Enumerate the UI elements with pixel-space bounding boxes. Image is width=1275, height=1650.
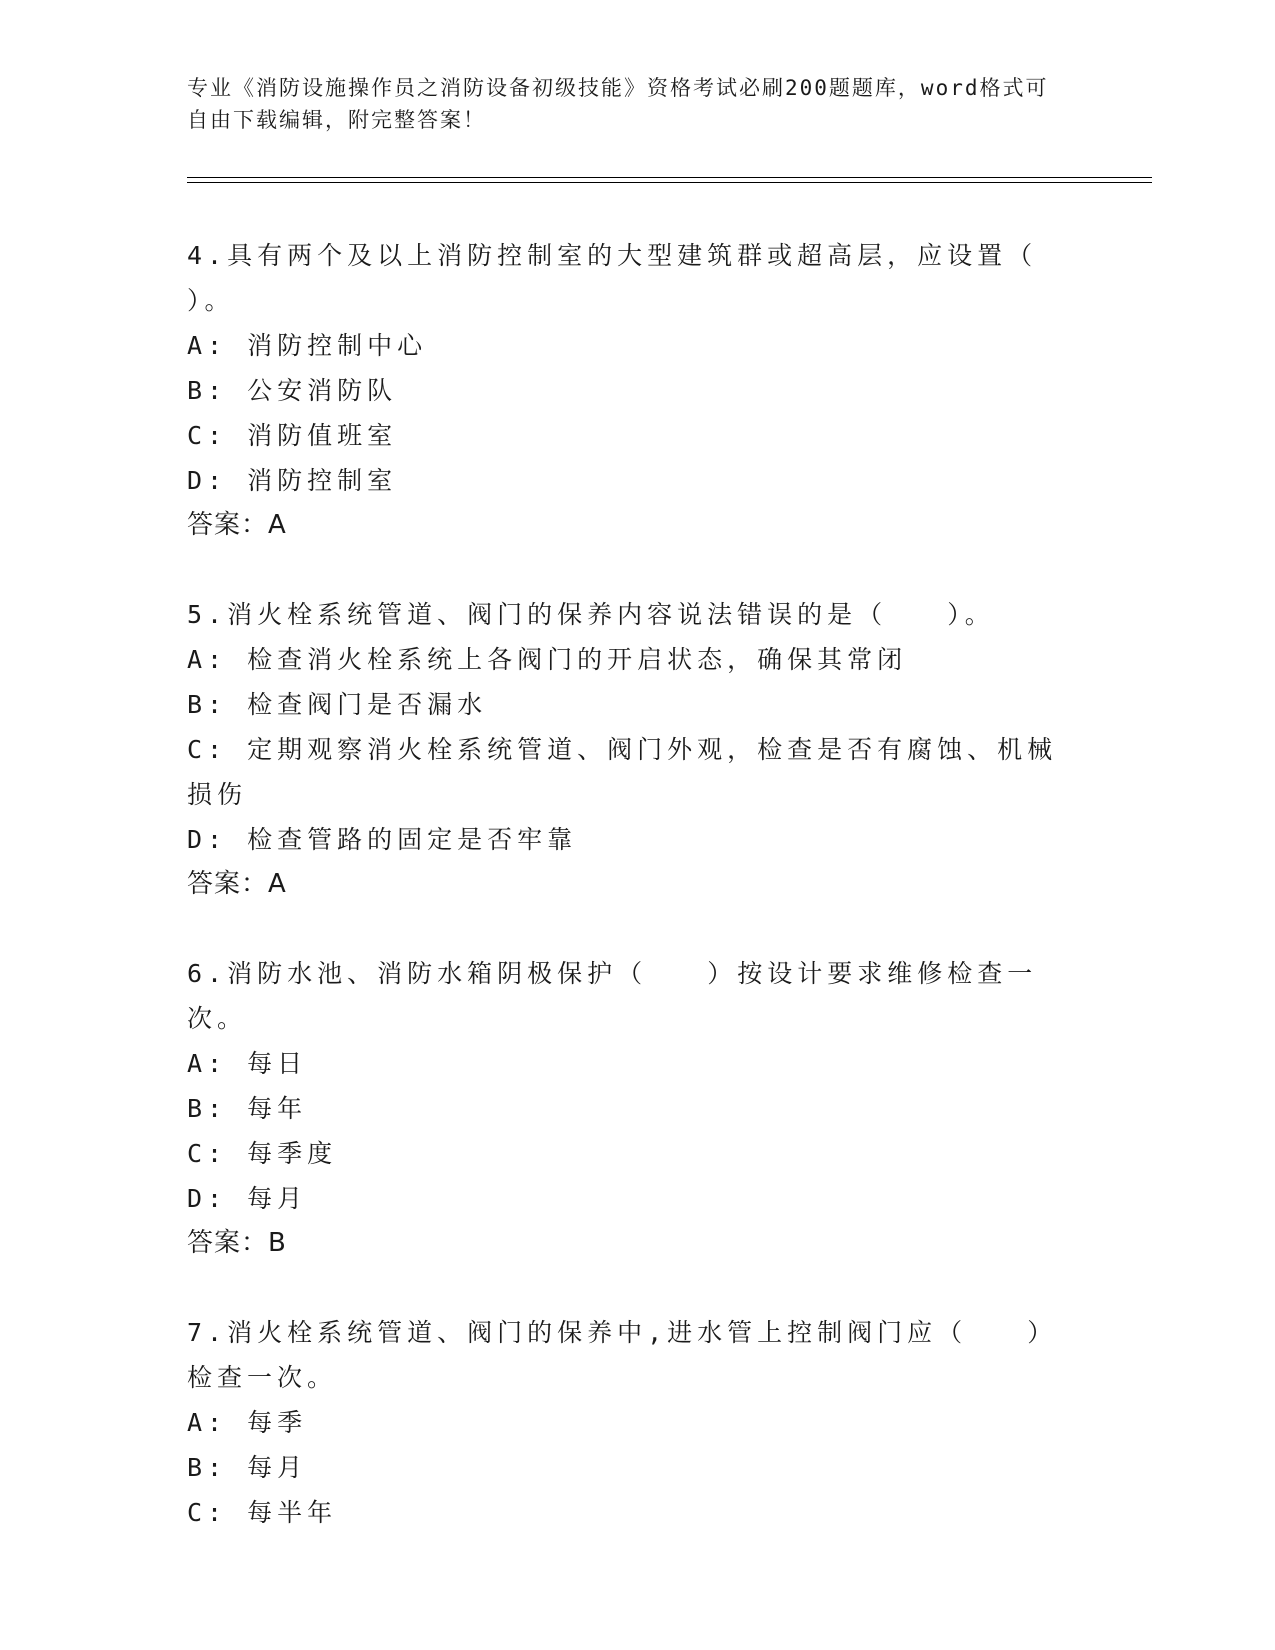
option-a: A: 检查消火栓系统上各阀门的开启状态，确保其常闭	[187, 645, 908, 674]
option-d: D: 检查管路的固定是否牢靠	[187, 825, 578, 854]
option-d: D: 每月	[187, 1184, 308, 1213]
option-b: B: 每年	[187, 1094, 308, 1123]
question-stem: 5.消火栓系统管道、阀门的保养内容说法错误的是（ ）。	[187, 600, 995, 629]
option-c: C: 每半年	[187, 1498, 338, 1527]
answer-line: 答案：B	[187, 1228, 287, 1258]
option-b: B: 每月	[187, 1453, 308, 1482]
answer-line: 答案：A	[187, 869, 287, 899]
option-b: B: 公安消防队	[187, 376, 398, 405]
question-4	[187, 233, 1118, 548]
header-rule-bottom	[187, 182, 1152, 183]
question-7	[187, 1310, 1087, 1535]
question-list	[187, 233, 1118, 1579]
header-rule-top	[187, 177, 1152, 178]
option-c: C: 消防值班室	[187, 421, 398, 450]
option-c: C: 定期观察消火栓系统管道、阀门外观，检查是否有腐蚀、机械损伤	[187, 735, 1058, 809]
option-a: A: 每季	[187, 1408, 308, 1437]
option-a: A: 每日	[187, 1049, 308, 1078]
document-intro: 专业《消防设施操作员之消防设备初级技能》资格考试必刷200题题库，word格式可自由下载编辑，附完整答案！	[187, 76, 1049, 132]
question-stem: 6.消防水池、消防水箱阴极保护（ ）按设计要求维修检查一次。	[187, 959, 1038, 1033]
question-6	[187, 951, 1087, 1266]
question-stem: 7.消火栓系统管道、阀门的保养中,进水管上控制阀门应（ ）检查一次。	[187, 1318, 1058, 1392]
question-stem: 4.具有两个及以上消防控制室的大型建筑群或超高层，应设置（ ）。	[187, 241, 1118, 315]
option-d: D: 消防控制室	[187, 466, 398, 495]
option-c: C: 每季度	[187, 1139, 338, 1168]
answer-line: 答案：A	[187, 510, 287, 540]
option-b: B: 检查阀门是否漏水	[187, 690, 488, 719]
option-a: A: 消防控制中心	[187, 331, 428, 360]
question-5	[187, 592, 1087, 907]
